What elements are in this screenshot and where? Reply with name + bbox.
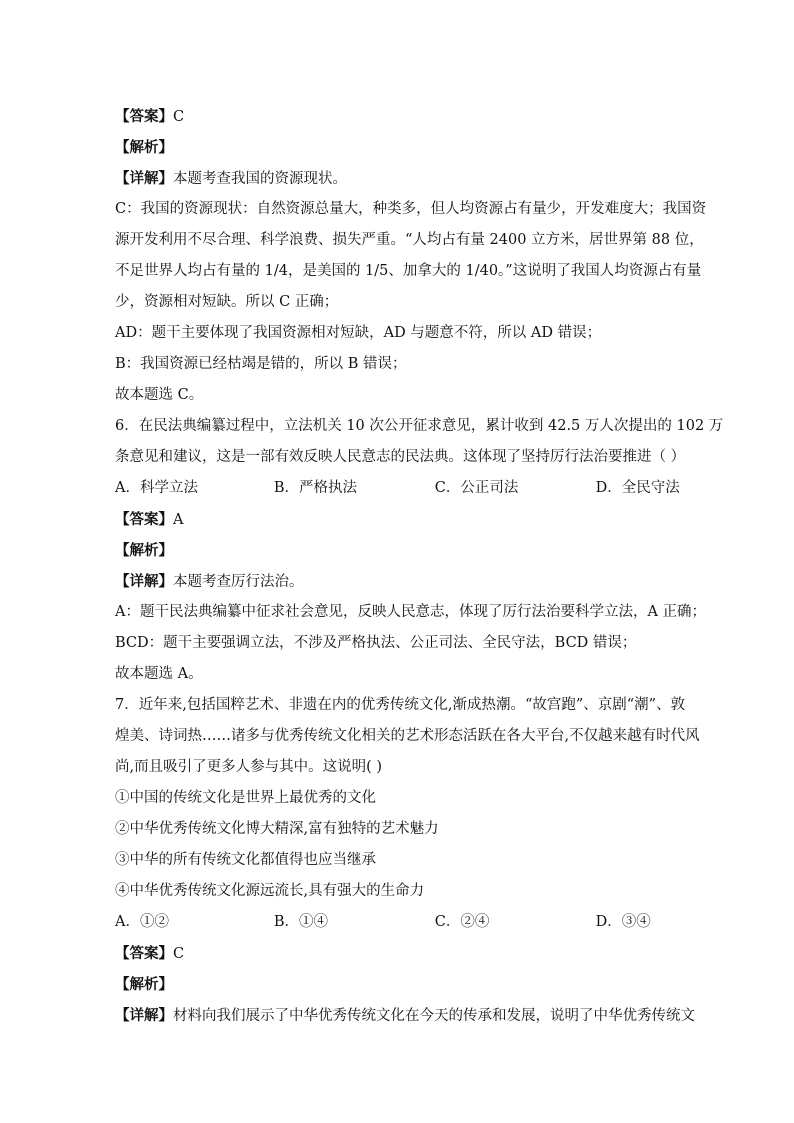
explanation-line: BCD：题干主要强调立法，不涉及严格执法、公正司法、全民守法，BCD 错误；	[115, 635, 637, 651]
detail-line	[115, 163, 685, 194]
detail-tag: 【详解】	[115, 170, 173, 187]
detail-line	[115, 566, 685, 597]
option-b: B．严格执法	[273, 480, 358, 496]
analysis-heading	[115, 535, 685, 566]
option-c: C．②④	[434, 914, 490, 930]
option-a: A．①②	[115, 914, 169, 930]
detail-text: 材料向我们展示了中华优秀传统文化在今天的传承和发展，说明了中华优秀传统文	[173, 1008, 695, 1024]
question-stem-line: 尚,而且吸引了更多人参与其中。这说明( )	[115, 759, 383, 775]
explanation-line: 不足世界人均占有量的 1/4，是美国的 1/5、加拿大的 1/40。”这说明了我国人均资源占有量	[115, 263, 702, 279]
detail-line	[115, 1000, 695, 1031]
explanation-line: AD：题干主要体现了我国资源相对短缺，AD 与题意不符，所以 AD 错误；	[115, 325, 602, 341]
answer-tag: 【答案】	[115, 511, 173, 528]
statement-item: ②中华优秀传统文化博大精深,富有独特的艺术魅力	[115, 821, 439, 837]
analysis-tag: 【解析】	[115, 139, 173, 156]
option-d: D．全民守法	[595, 480, 680, 496]
answer-line	[115, 504, 685, 535]
question-stem-line: 6．在民法典编纂过程中，立法机关 10 次公开征求意见，累计收到 42.5 万人次提出的 102 万	[115, 418, 724, 434]
options-row	[115, 473, 685, 504]
statement-item: ④中华优秀传统文化源远流长,具有强大的生命力	[115, 883, 425, 899]
explanation-line: C：我国的资源现状：自然资源总量大，种类多，但人均资源占有量少，开发难度大；我国资	[115, 201, 707, 217]
answer-tag: 【答案】	[115, 945, 173, 962]
answer-value: C	[173, 946, 185, 962]
analysis-tag: 【解析】	[115, 542, 173, 559]
question-stem-line: 条意见和建议，这是一部有效反映人民意志的民法典。这体现了坚持厉行法治要推进（ ）	[115, 449, 686, 465]
answer-tag: 【答案】	[115, 108, 173, 125]
analysis-heading	[115, 132, 685, 163]
analysis-tag: 【解析】	[115, 976, 173, 993]
explanation-line: 源开发利用不尽合理、科学浪费、损失严重。“人均占有量 2400 立方米，居世界第 88 位，	[115, 232, 704, 248]
option-c: C．公正司法	[434, 480, 519, 496]
detail-text: 本题考查厉行法治。	[173, 574, 304, 590]
statement-item: ①中国的传统文化是世界上最优秀的文化	[115, 790, 376, 806]
answer-line	[115, 101, 685, 132]
answer-line	[115, 938, 685, 969]
explanation-line: A：题干民法典编纂中征求社会意见，反映人民意志，体现了厉行法治要科学立法，A 正确；	[115, 604, 707, 620]
answer-value: C	[173, 109, 185, 125]
question-stem-line: 煌美、诗词热……诸多与优秀传统文化相关的艺术形态活跃在各大平台,不仅越来越有时代风	[115, 728, 700, 744]
option-d: D．③④	[595, 914, 651, 930]
options-row	[115, 907, 685, 938]
option-a: A．科学立法	[115, 480, 198, 496]
option-b: B．①④	[273, 914, 329, 930]
detail-tag: 【详解】	[115, 573, 173, 590]
conclusion-line: 故本题选 C。	[115, 387, 204, 403]
detail-tag: 【详解】	[115, 1007, 173, 1024]
document-page	[115, 101, 724, 1031]
detail-text: 本题考查我国的资源现状。	[173, 171, 347, 187]
statement-item: ③中华的所有传统文化都值得也应当继承	[115, 852, 376, 868]
answer-value: A	[173, 512, 184, 528]
conclusion-line: 故本题选 A。	[115, 666, 203, 682]
analysis-heading	[115, 969, 685, 1000]
explanation-line: B：我国资源已经枯竭是错的，所以 B 错误；	[115, 356, 407, 372]
explanation-line: 少，资源相对短缺。所以 C 正确；	[115, 294, 339, 310]
question-stem-line: 7．近年来,包括国粹艺术、非遗在内的优秀传统文化,渐成热潮。“故宫跑”、京剧“潮”、敦	[115, 697, 686, 713]
